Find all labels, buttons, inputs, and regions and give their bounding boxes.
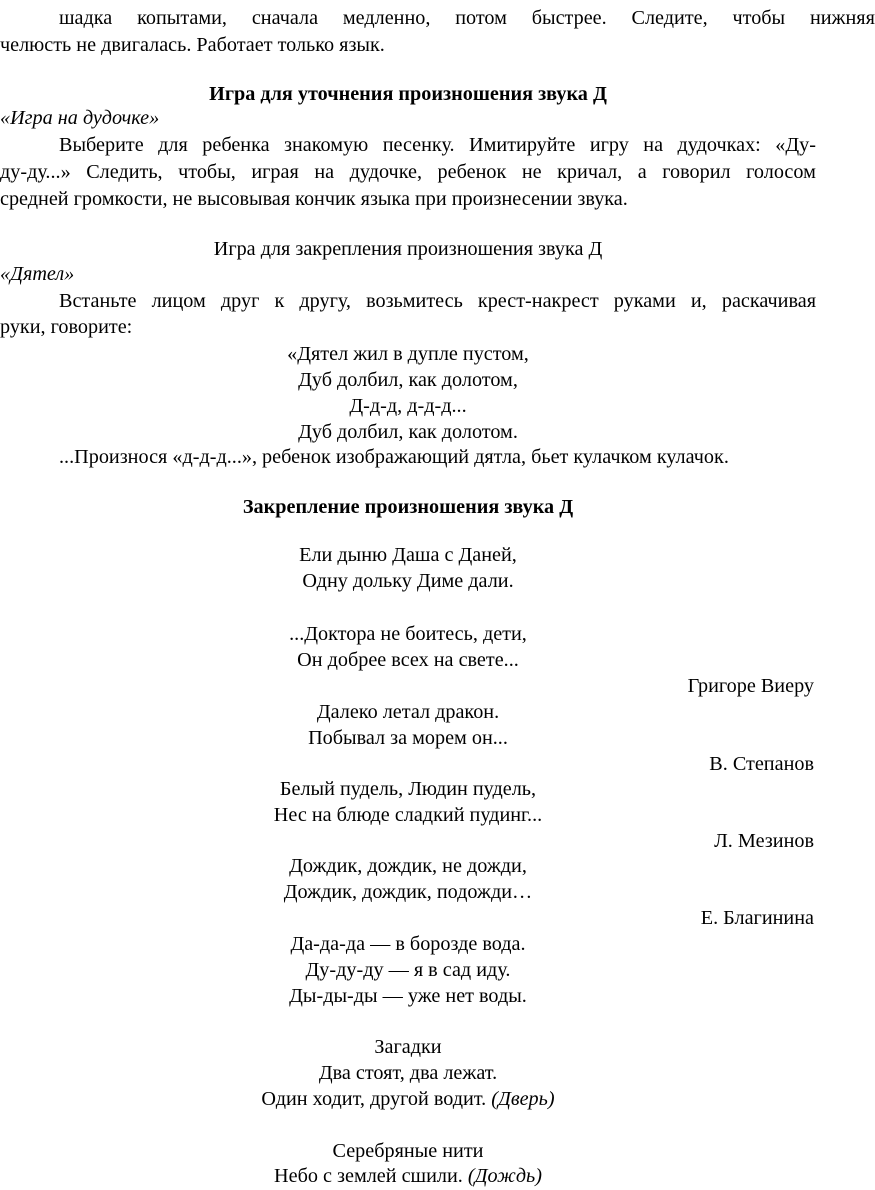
word: голосом: [746, 161, 816, 183]
verse-line: Ду-ду-ду — я в сад иду.: [305, 959, 511, 981]
word: на: [643, 134, 664, 156]
verse-author: Е. Благинина: [700, 907, 814, 929]
word: Следить,: [86, 161, 163, 183]
verse-author: Л. Мезинов: [714, 830, 814, 852]
game-title-woodpecker: «Дятел»: [0, 263, 75, 285]
verse-line: Дождик, дождик, подожди…: [283, 881, 533, 903]
word: к: [274, 290, 285, 312]
word: друг: [220, 290, 260, 312]
riddle-text: Один ходит, другой водит.: [261, 1088, 487, 1110]
section1-line-1: [0, 131, 816, 159]
riddle-line: Серебряные нити: [332, 1140, 484, 1162]
poem-line: Дуб долбил, как долотом.: [298, 421, 518, 443]
word: возьмитесь: [366, 290, 463, 312]
word: а: [637, 161, 647, 183]
section1-line-3: средней громкости, не высовывая кончик языка при произнесении звука.: [0, 188, 628, 210]
section1-line-2: [0, 158, 816, 186]
verse-line: Нес на блюде сладкий пудинг...: [273, 804, 543, 826]
word: игру: [589, 134, 629, 156]
riddle-answer: (Дверь): [491, 1088, 555, 1110]
word: Выберите: [59, 134, 144, 156]
word: говорил: [662, 161, 731, 183]
section-heading-clarify: Игра для уточнения произношения звука Д: [209, 83, 607, 105]
word: знакомую: [284, 134, 369, 156]
riddle-line: Два стоят, два лежат.: [318, 1062, 498, 1084]
word: ребенка: [202, 134, 270, 156]
word: ду-ду...»: [0, 161, 71, 183]
word: для: [158, 134, 188, 156]
word: копытами,: [137, 7, 227, 29]
verse-line: Далеко летал дракон.: [316, 701, 500, 723]
poem-line: «Дятел жил в дупле пустом,: [287, 343, 529, 365]
verse-line: Он добрее всех на свете...: [297, 649, 519, 671]
word: не: [521, 161, 542, 183]
intro-line-1: [0, 4, 875, 32]
verse-line: Одну дольку Диме дали.: [302, 570, 514, 592]
word: чтобы: [732, 7, 786, 29]
word: раскачивая: [721, 290, 816, 312]
section-heading-consolidation: Закрепление произношения звука Д: [242, 496, 574, 518]
section-heading-reinforce-game: Игра для закрепления произношения звука Д: [213, 238, 603, 260]
word: нижняя: [809, 7, 875, 29]
word: чтобы,: [178, 161, 236, 183]
section2-line-1: [0, 287, 816, 315]
riddle-answer: (Дождь): [467, 1165, 542, 1187]
verse-author: В. Степанов: [709, 753, 814, 775]
word: Имитируйте: [469, 134, 576, 156]
word: другу,: [299, 290, 351, 312]
word: кричал,: [557, 161, 623, 183]
section2-line-2: руки, говорите:: [0, 316, 133, 338]
word: и,: [690, 290, 707, 312]
poem-line: Дуб долбил, как долотом,: [298, 369, 518, 391]
word: дудочках:: [677, 134, 761, 156]
verse-line: Побывал за морем он...: [308, 727, 508, 749]
word: медленно,: [342, 7, 431, 29]
word: сначала: [251, 7, 319, 29]
game-title-pipe: «Игра на дудочке»: [0, 107, 160, 129]
word: Встаньте: [59, 290, 137, 312]
section2-after-text: ...Произнося «д-д-д...», ребенок изображающий дятла, бьет кулачком кулачок.: [59, 446, 729, 468]
word: песенку.: [382, 134, 455, 156]
verse-line: Ели дыню Даша с Даней,: [299, 544, 517, 566]
riddle-text: Небо с землей сшили.: [274, 1165, 463, 1187]
word: ребенок: [437, 161, 507, 183]
word: потом: [455, 7, 507, 29]
word: на: [314, 161, 335, 183]
word: «Ду-: [775, 134, 816, 156]
word: крест-накрест: [477, 290, 599, 312]
word: руками: [613, 290, 676, 312]
verse-line: Ды-ды-ды — уже нет воды.: [289, 985, 527, 1007]
verse-line: Дождик, дождик, не дожди,: [289, 855, 527, 877]
word: лицом: [151, 290, 206, 312]
verse-line: Да-да-да — в борозде вода.: [290, 933, 526, 955]
word: быстрее.: [531, 7, 607, 29]
verse-line: Белый пудель, Людин пудель,: [279, 778, 537, 800]
riddle-line: [0, 1085, 816, 1113]
word: дудочке,: [349, 161, 423, 183]
poem-line: Д-д-д, д-д-д...: [349, 395, 467, 417]
intro-line-2: челюсть не двигалась. Работает только язык.: [0, 34, 385, 56]
verse-line: ...Доктора не боитесь, дети,: [289, 623, 527, 645]
word: Следите,: [631, 7, 708, 29]
verse-author: Григоре Виеру: [687, 675, 814, 697]
word: шадка: [59, 7, 113, 29]
riddle-line: [0, 1162, 816, 1190]
word: играя: [251, 161, 299, 183]
riddles-heading: Загадки: [374, 1036, 442, 1058]
